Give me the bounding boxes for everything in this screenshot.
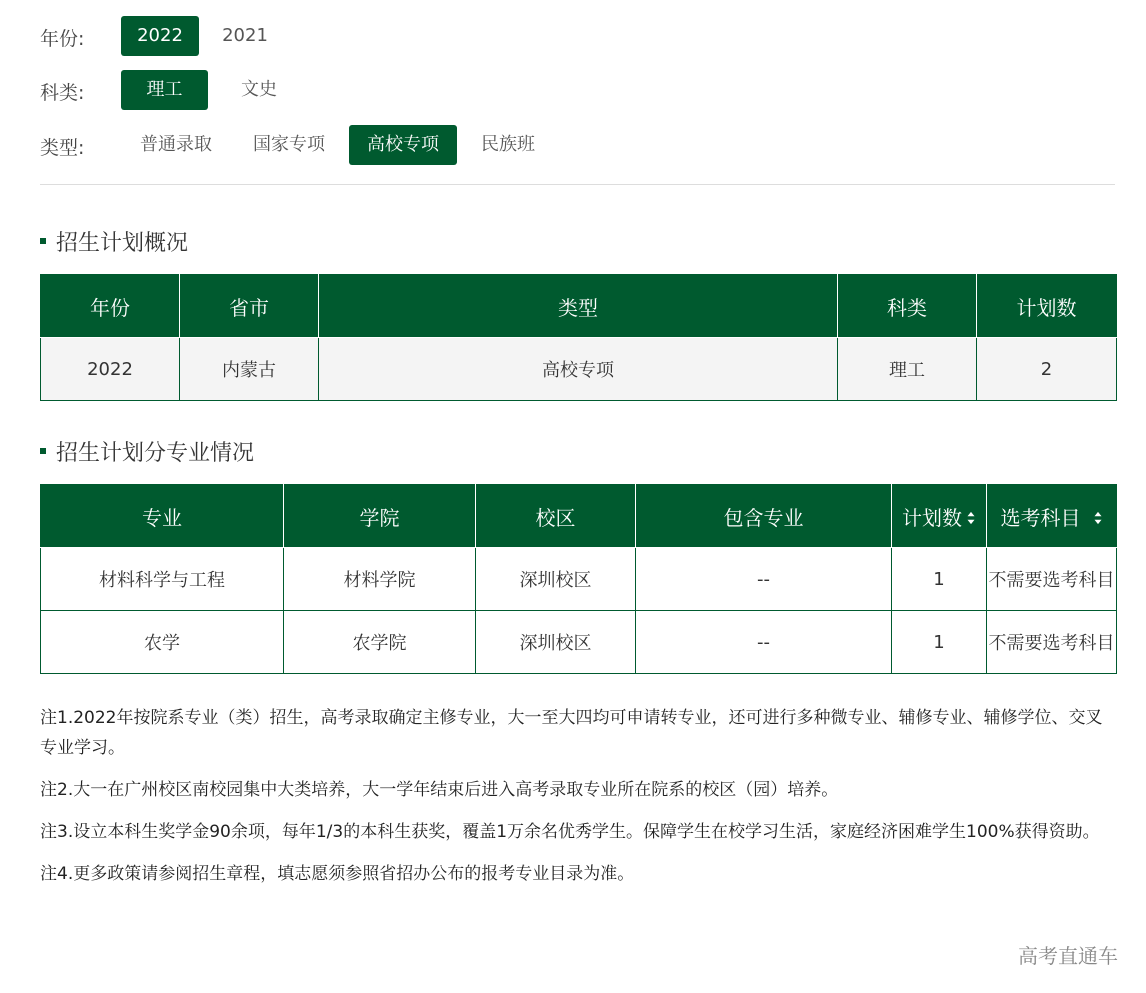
year-option-2021[interactable]: 2021	[222, 25, 268, 46]
majors-section-title	[40, 436, 254, 467]
square-bullet-icon	[40, 448, 46, 454]
filter-year	[40, 16, 1116, 56]
overview-cell-plan-count: 2	[977, 338, 1117, 401]
major-cell-included: --	[636, 611, 892, 674]
overview-title-text: 招生计划概况	[56, 231, 189, 256]
major-cell-subjects: 不需要选考科目	[987, 548, 1117, 611]
sort-updown-icon[interactable]	[966, 511, 976, 525]
major-cell-name: 材料科学与工程	[41, 548, 284, 611]
type-option-national-special[interactable]: 国家专项	[253, 134, 325, 155]
type-option-ethnic-class[interactable]: 民族班	[481, 134, 535, 155]
majors-header-major: 专业	[41, 485, 284, 548]
filter-type-label: 类型:	[40, 137, 85, 159]
square-bullet-icon	[40, 238, 46, 244]
notes-section	[40, 703, 1116, 901]
overview-header-category: 科类	[838, 275, 977, 338]
filter-category	[40, 70, 1116, 110]
majors-header-subjects[interactable]	[987, 485, 1117, 548]
majors-table	[40, 484, 1117, 674]
table-row	[41, 338, 1117, 401]
overview-header-type: 类型	[319, 275, 838, 338]
major-cell-campus: 深圳校区	[476, 548, 636, 611]
type-option-university-special[interactable]: 高校专项	[349, 125, 457, 165]
overview-cell-year: 2022	[41, 338, 180, 401]
category-option-arts[interactable]: 文史	[241, 79, 277, 100]
majors-header-included-majors: 包含专业	[636, 485, 892, 548]
type-option-regular[interactable]: 普通录取	[140, 134, 212, 155]
note-3: 注3.设立本科生奖学金90余项，每年1/3的本科生获奖，覆盖1万余名优秀学生。保障学生在校学习生活，家庭经济困难学生100%获得资助。	[40, 822, 1100, 842]
overview-cell-province: 内蒙古	[180, 338, 319, 401]
major-cell-college: 材料学院	[284, 548, 476, 611]
major-cell-plan-count: 1	[892, 548, 987, 611]
major-cell-subjects: 不需要选考科目	[987, 611, 1117, 674]
table-row	[41, 548, 1117, 611]
overview-header-row	[41, 275, 1117, 338]
plan-count-header-label: 计划数	[902, 505, 962, 530]
table-row	[41, 611, 1117, 674]
note-2: 注2.大一在广州校区南校园集中大类培养，大一学年结束后进入高考录取专业所在院系的校区（园）培养。	[40, 780, 839, 800]
majors-header-campus: 校区	[476, 485, 636, 548]
major-cell-included: --	[636, 548, 892, 611]
major-cell-plan-count: 1	[892, 611, 987, 674]
filter-type	[40, 125, 1116, 165]
category-option-science[interactable]: 理工	[121, 70, 208, 110]
majors-title-text: 招生计划分专业情况	[56, 441, 255, 466]
filter-divider	[40, 184, 1115, 185]
overview-header-province: 省市	[180, 275, 319, 338]
overview-header-year: 年份	[41, 275, 180, 338]
majors-header-row	[41, 485, 1117, 548]
overview-header-plan-count: 计划数	[977, 275, 1117, 338]
major-cell-college: 农学院	[284, 611, 476, 674]
majors-header-college: 学院	[284, 485, 476, 548]
overview-section-title	[40, 226, 188, 257]
filter-category-label: 科类:	[40, 82, 85, 104]
filter-year-label: 年份:	[40, 28, 85, 50]
major-cell-name: 农学	[41, 611, 284, 674]
overview-cell-category: 理工	[838, 338, 977, 401]
overview-table	[40, 274, 1117, 401]
note-1: 注1.2022年按院系专业（类）招生，高考录取确定主修专业，大一至大四均可申请转专业，还可进行多种微专业、辅修专业、辅修学位、交叉专业学习。	[40, 708, 1103, 758]
overview-cell-type: 高校专项	[319, 338, 838, 401]
major-cell-campus: 深圳校区	[476, 611, 636, 674]
subjects-header-label: 选考科目	[1000, 505, 1081, 530]
year-option-2022[interactable]: 2022	[121, 16, 199, 56]
sort-updown-icon[interactable]	[1093, 511, 1103, 525]
watermark-text: 高考直通车	[1018, 944, 1118, 968]
note-4: 注4.更多政策请参阅招生章程，填志愿须参照省招办公布的报考专业目录为准。	[40, 864, 635, 884]
majors-header-plan-count[interactable]	[892, 485, 987, 548]
